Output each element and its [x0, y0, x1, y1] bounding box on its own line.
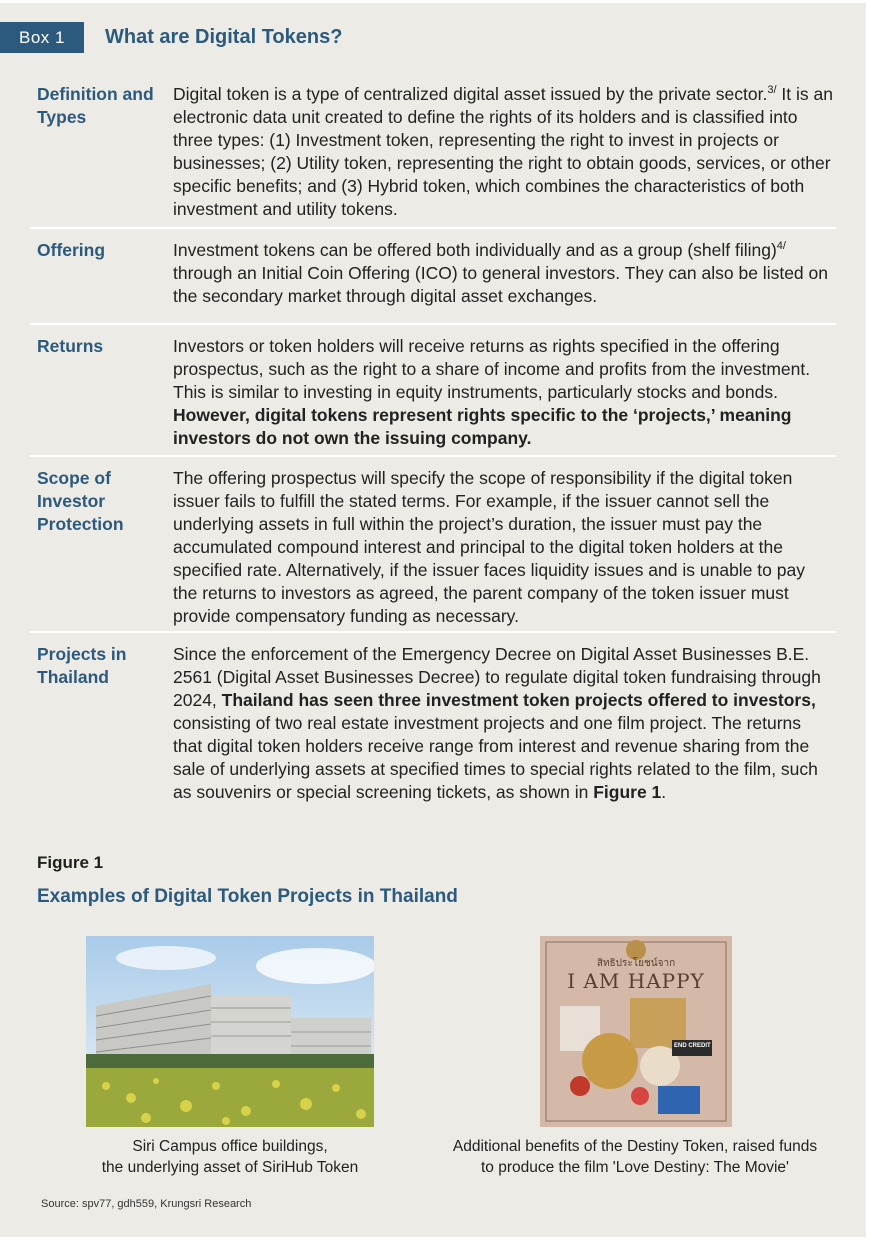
- row-label: Offering: [37, 240, 106, 260]
- row-text: Investment tokens can be offered both individually and as a group (shelf filing)$^{4/}$ through an Initial Coin Offering (ICO) to general investors. They can also be listed on the secondary market through digital asset exchanges.: [173, 240, 828, 306]
- row-text: Digital token is a type of centralized digital asset issued by the private sector.$^{3/}$ It is an electronic data unit created to define the rights of its holders and is classified into three types: (1) Investment token, representing the right to invest in projects or businesses; (2) Utility token, representing the right to obtain goods, services, or other specific benefits; and (3) Hybrid token, which combines the characteristics of both investment and utility tokens.: [173, 84, 833, 219]
- row-text: The offering prospectus will specify the scope of responsibility if the digital token issuer fails to fulfill the stated terms. For example, if the issuer cannot sell the underlying assets in full within the project’s duration, the issuer must pay the accumulated compound interest and principal to the digital token holders at the specified rate. Alternatively, if the issuer faces liquidity issues and is unable to pay the returns to investors as agreed, the parent company of the token issuer must provide compensatory funding as necessary.: [173, 468, 805, 626]
- poster-title: I AM HAPPY: [567, 969, 705, 993]
- row-text: Since the enforcement of the Emergency Decree on Digital Asset Businesses B.E. 2561 (Digital Asset Businesses Decree) to regulate digital token fundraising through 2024, Thailand has seen three investment token projects offered to investors, consisting of two real estate investment projects and one film project. The returns that digital token holders receive range from interest and revenue sharing from the sale of underlying assets at specified times to special rights related to the film, such as souvenirs or special screening tickets, as shown in Figure 1.: [173, 644, 821, 802]
- siri-campus-photo: [86, 936, 374, 1127]
- destiny-token-poster: [540, 936, 732, 1127]
- row-returns: [30, 323, 836, 457]
- source-note: Source: spv77, gdh559, Krungsri Research: [41, 1198, 252, 1210]
- row-offering: [30, 227, 836, 325]
- box-title: What are Digital Tokens?: [105, 26, 343, 48]
- report-page: [0, 3, 866, 1237]
- caption-right: Additional benefits of the Destiny Token, raised funds to produce the film 'Love Destiny: The Movie': [452, 1138, 818, 1176]
- caption-left: Siri Campus office buildings, the underlying asset of SiriHub Token: [101, 1138, 359, 1176]
- row-projects-thailand: [30, 631, 836, 833]
- figure-label: Figure 1: [37, 853, 104, 872]
- row-label: Returns: [37, 336, 104, 356]
- row-definition: [30, 83, 836, 227]
- row-label: Definition and Types: [37, 84, 154, 127]
- row-label: Scope of Investor Protection: [37, 468, 124, 534]
- box-tag: Box 1: [0, 22, 84, 53]
- poster-subtitle: สิทธิประโยชน์จาก: [596, 958, 676, 969]
- building-illustration: [86, 936, 374, 1127]
- row-label: Projects in Thailand: [37, 644, 127, 687]
- poster-badge: END CREDIT: [674, 1043, 711, 1049]
- figure-title: Examples of Digital Token Projects in Thailand: [37, 886, 458, 907]
- row-investor-protection: [30, 455, 836, 633]
- row-text: Investors or token holders will receive returns as rights specified in the offering prospectus, such as the right to a share of income and profits from the investment. This is similar to investing in equity instruments, particularly stocks and bonds. However, digital tokens represent rights specific to the ‘projects,’ meaning investors do not own the issuing company.: [173, 336, 811, 448]
- footnote-ref: 4/: [776, 240, 786, 253]
- footnote-ref: 3/: [767, 84, 777, 97]
